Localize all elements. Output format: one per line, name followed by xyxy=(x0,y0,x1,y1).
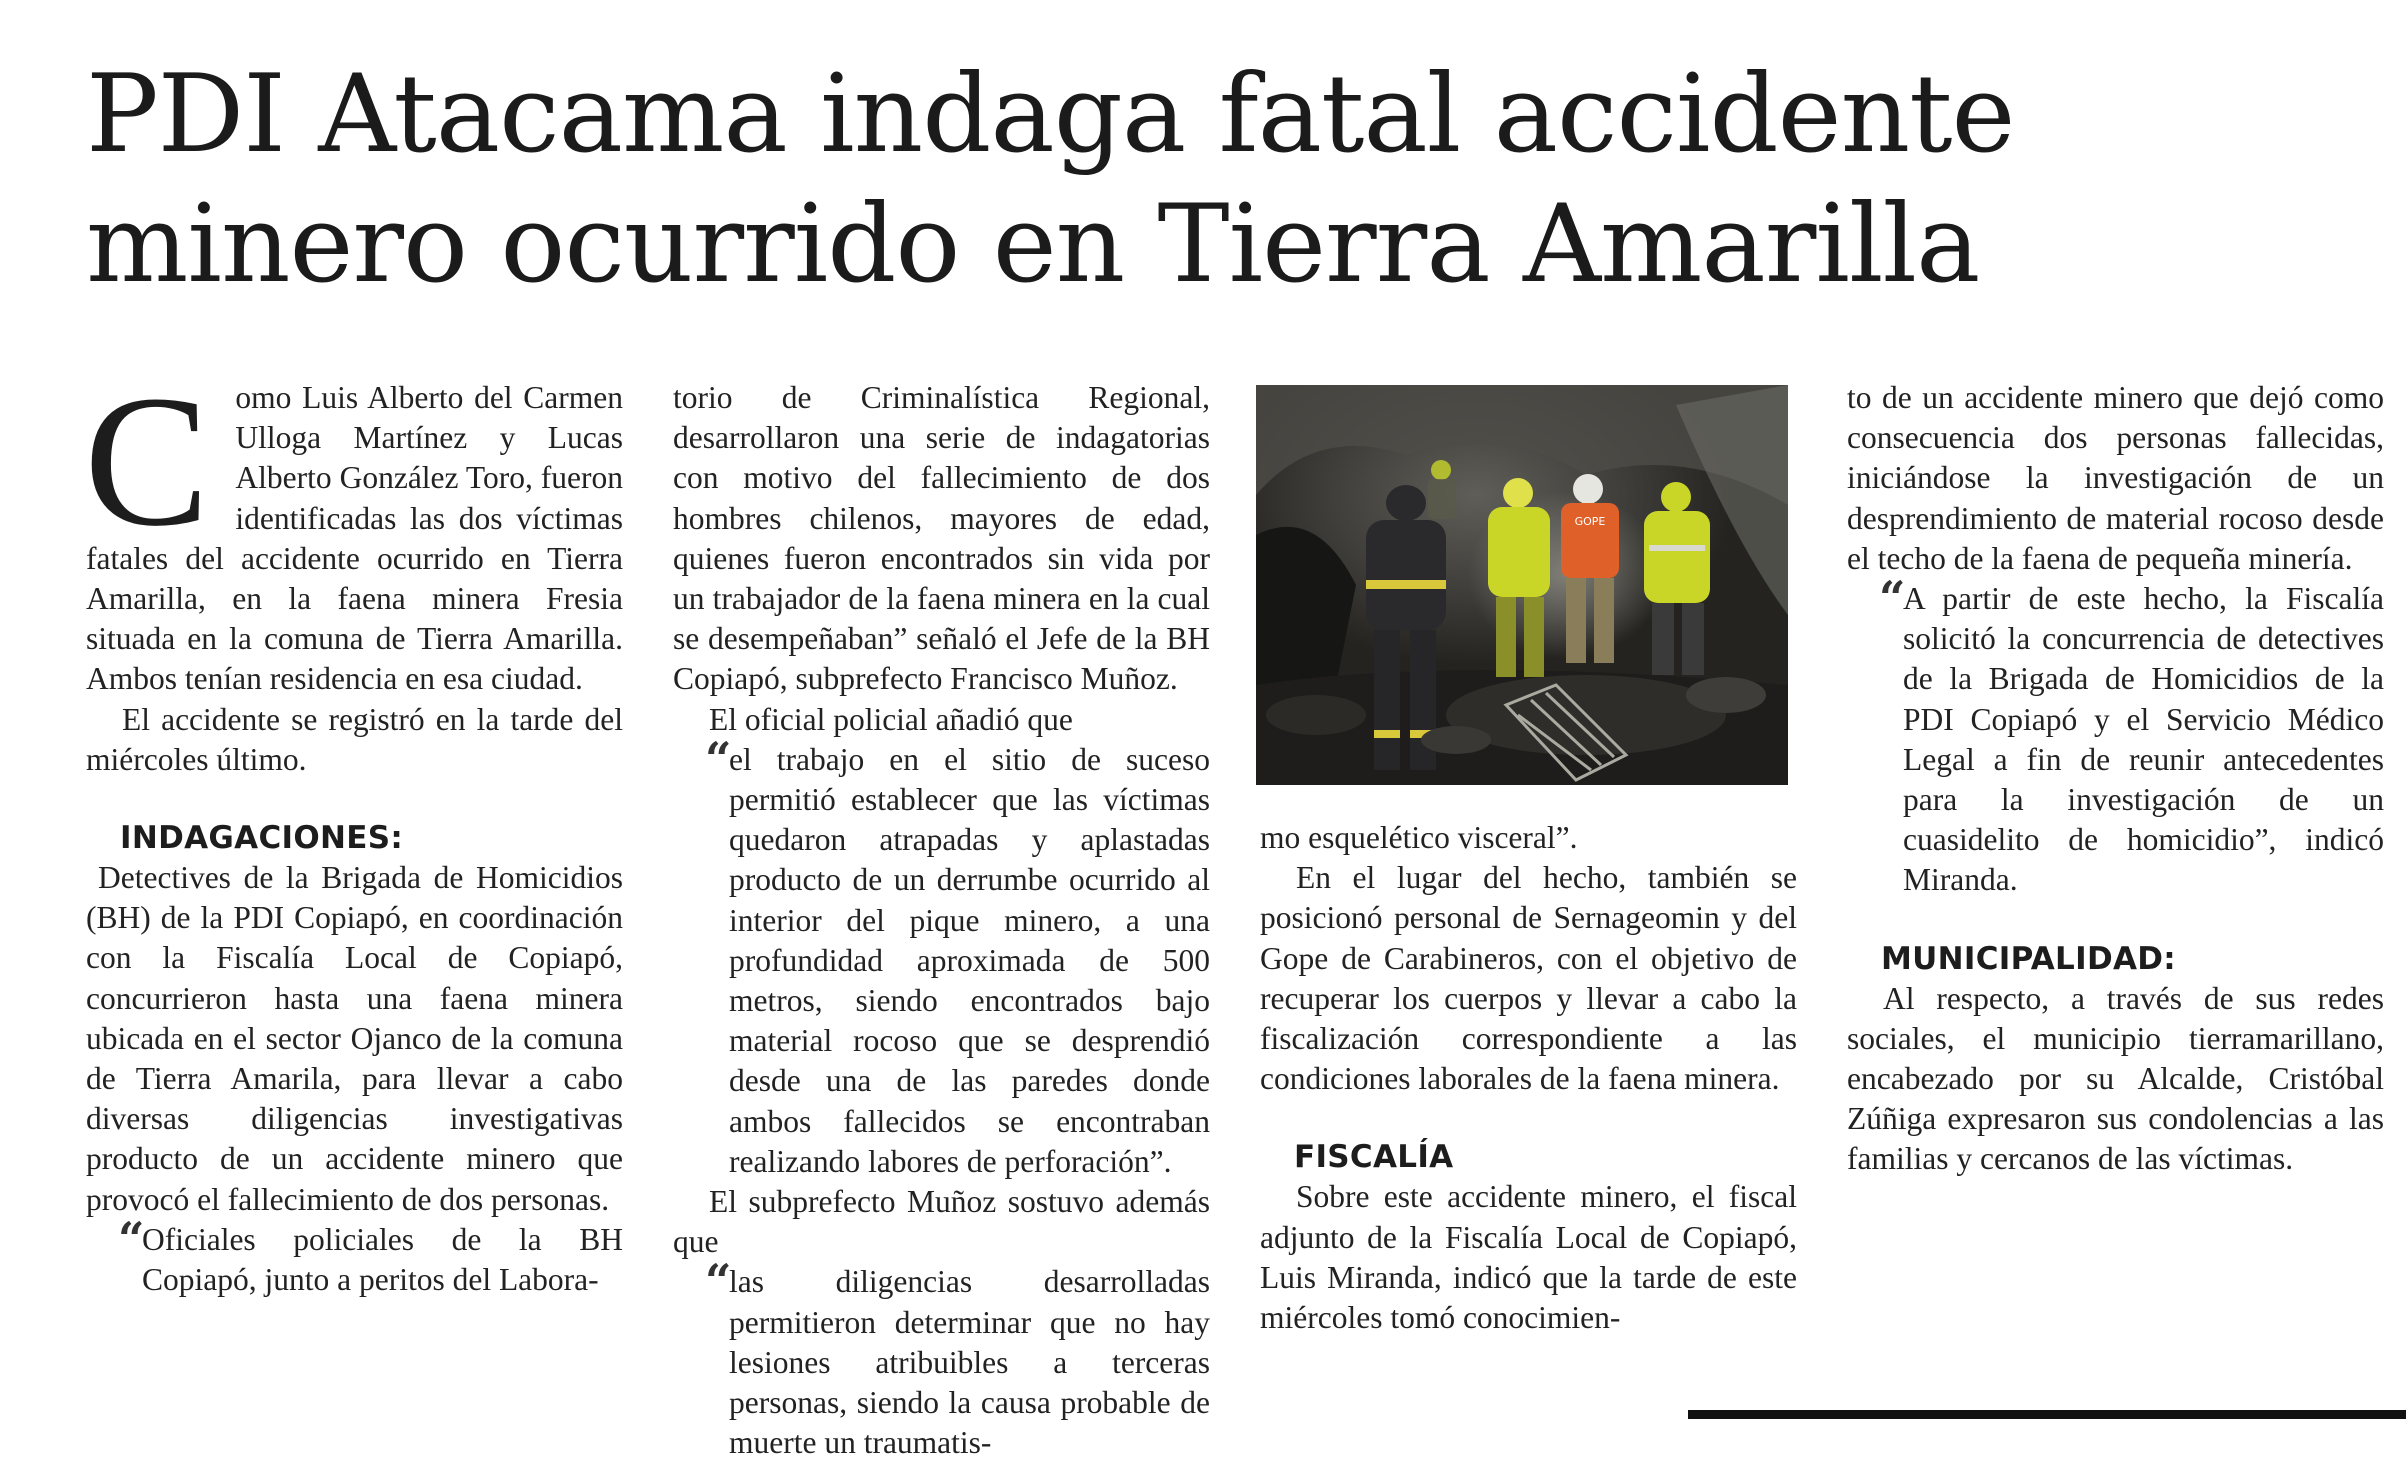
quote-text: el trabajo en el sitio de suceso permitió establecer que las víctimas quedaron atrapadas y aplastadas producto de un derrumbe ocurrido al interior del pique minero, a una profundidad aproximada de 500 metros, siendo encontrados bajo material rocoso que se desprendió desde una de las paredes donde ambos fallecidos se encontraban realizando labores de perforación”. xyxy=(729,741,1210,1179)
article-column-3 xyxy=(1260,818,1797,1338)
paragraph: to de un accidente minero que dejó como consecuencia dos personas fallecidas, iniciándose la investigación de un desprendimiento de material rocoso desde el techo de la faena de pequeña minería. xyxy=(1847,380,2384,576)
paragraph: Sobre este accidente minero, el fiscal adjunto de la Fiscalía Local de Copiapó, Luis Miranda, indicó que la tarde de este miércoles tomó conocimien- xyxy=(1260,1179,1797,1336)
worker-hi-vis xyxy=(1488,478,1550,677)
pull-quote xyxy=(1847,571,2384,901)
bottom-rule xyxy=(1688,1410,2406,1419)
paragraph: Detectives de la Brigada de Homicidios (BH) de la PDI Copiapó, en coordinación con la Fiscalía Local de Copiapó, concurrieron hasta una faena minera ubicada en el sector Ojanco de la comuna de Tierra Amarila, para llevar a cabo diversas diligencias investigativas producto de un accidente minero que provocó el fallecimiento de dos personas. xyxy=(86,860,623,1217)
subhead-fiscalia: FISCALÍA xyxy=(1294,1139,1454,1176)
paragraph: El oficial policial añadió que xyxy=(709,701,1073,737)
article-column-2 xyxy=(673,378,1210,1463)
article-column-1 xyxy=(84,356,623,1300)
paragraph: torio de Criminalística Regional, desarrollaron una serie de indagatorias con motivo del fallecimiento de dos hombres chilenos, mayores de edad, quienes fueron encontrados sin vida por un trabajador de la faena minera en la cual se desempeñaban” señaló el Jefe de la BH Copiapó, subprefecto Francisco Muñoz. xyxy=(673,380,1210,697)
quote-icon: “ xyxy=(705,731,732,786)
article-column-4 xyxy=(1847,378,2384,1180)
lead-text: omo Luis Alberto del Carmen Ulloga Martínez y Lucas Alberto González Toro, fueron identificadas las dos víctimas fatales del accidente ocurrido en Tierra Amarilla, en la faena minera Fresia situada en la comuna de Tierra Amarilla. Ambos tenían residencia en esa ciudad. xyxy=(86,380,623,697)
mine-rescue-photo xyxy=(1256,385,1788,785)
paragraph: Al respecto, a través de sus redes sociales, el municipio tierramarillano, encabezado por su Alcalde, Cristóbal Zúñiga expresaron sus condolencias a las familias y cercanos de las víctimas. xyxy=(1847,980,2384,1177)
quote-icon: “ xyxy=(118,1211,145,1266)
paragraph: El accidente se registró en la tarde del miércoles último. xyxy=(86,701,623,777)
photo-illustration xyxy=(1256,385,1788,785)
subhead-indagaciones: INDAGACIONES: xyxy=(120,820,404,857)
drop-cap: C xyxy=(84,356,210,565)
pull-quote xyxy=(673,1254,1210,1463)
lead-paragraph xyxy=(84,356,623,700)
vest-label: GOPE xyxy=(1574,515,1606,528)
quote-text: A partir de este hecho, la Fiscalía solicitó la concurrencia de detectives de la Brigada de Homicidios de la PDI Copiapó y el Servicio Médico Legal a fin de reunir antecedentes para la investigación de un cuasidelito de homicidio”, indicó Miranda. xyxy=(1903,581,2384,898)
pull-quote xyxy=(86,1211,623,1300)
headline: PDI Atacama indaga fatal accidente minero ocurrido en Tierra Amarilla xyxy=(86,52,2015,307)
worker-orange-vest xyxy=(1561,474,1619,663)
paragraph: En el lugar del hecho, también se posicionó personal de Sernageomin y del Gope de Carabineros, con el objetivo de recuperar los cuerpos y llevar a cabo la fiscalización correspondiente a las condiciones laborales de la faena minera. xyxy=(1260,860,1797,1097)
pull-quote xyxy=(673,731,1210,1182)
quote-text: Oficiales policiales de la BH Copiapó, junto a peritos del Labora- xyxy=(142,1221,623,1298)
paragraph: El subprefecto Muñoz sostuvo además que xyxy=(673,1184,1210,1260)
worker-hi-vis-right xyxy=(1644,482,1710,675)
quote-icon: “ xyxy=(705,1254,732,1309)
quote-icon: “ xyxy=(1879,571,1906,626)
quote-text: las diligencias desarrolladas permitieron determinar que no hay lesiones atribuibles a terceras personas, siendo la causa probable de muerte un traumatis- xyxy=(729,1264,1210,1461)
subhead-municipalidad: MUNICIPALIDAD: xyxy=(1881,940,2176,977)
paragraph: mo esquelético visceral”. xyxy=(1260,820,1578,855)
